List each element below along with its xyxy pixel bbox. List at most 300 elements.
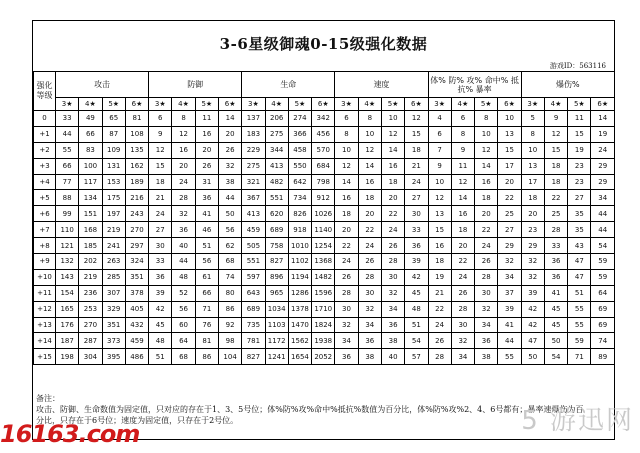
table-row	[34, 222, 615, 238]
value-cell: 18	[544, 174, 567, 190]
value-cell: 83	[79, 142, 102, 158]
value-cell: 1034	[265, 301, 288, 317]
value-cell: 100	[79, 158, 102, 174]
value-cell: 1140	[312, 222, 335, 238]
value-cell: 198	[56, 349, 79, 365]
value-cell: 274	[288, 111, 311, 127]
value-cell: 135	[125, 142, 148, 158]
value-cell: 11	[568, 111, 591, 127]
value-cell: 21	[428, 285, 451, 301]
value-cell: 13	[521, 158, 544, 174]
value-cell: 18	[428, 254, 451, 270]
value-cell: 117	[79, 174, 102, 190]
sheet-title: 3-6星级御魂0-15级强化数据	[219, 35, 428, 53]
value-cell: 12	[544, 126, 567, 142]
value-cell: 8	[521, 126, 544, 142]
value-cell: 24	[451, 269, 474, 285]
value-cell: 81	[195, 333, 218, 349]
value-cell: 28	[475, 269, 498, 285]
level-cell: +14	[34, 333, 56, 349]
star-header: 3★	[521, 98, 544, 111]
group-attack: 攻击	[56, 72, 149, 98]
value-cell: 17	[521, 174, 544, 190]
value-cell: 92	[218, 317, 241, 333]
value-cell: 42	[521, 317, 544, 333]
value-cell: 15	[498, 142, 521, 158]
value-cell: 44	[498, 333, 521, 349]
value-cell: 26	[218, 142, 241, 158]
value-cell: 61	[195, 269, 218, 285]
value-cell: 14	[475, 158, 498, 174]
value-cell: 74	[218, 269, 241, 285]
value-cell: 35	[568, 222, 591, 238]
value-cell: 51	[568, 285, 591, 301]
value-cell: 9	[428, 158, 451, 174]
notes-line-2: 分比，只存在于6号位；速度为固定值，只存在于2号位。	[36, 416, 239, 425]
value-cell: 459	[242, 222, 265, 238]
value-cell: 1194	[288, 269, 311, 285]
value-cell: 1172	[265, 333, 288, 349]
value-cell: 48	[172, 269, 195, 285]
value-cell: 23	[568, 158, 591, 174]
value-cell: 918	[288, 222, 311, 238]
level-cell: +11	[34, 285, 56, 301]
value-cell: 52	[172, 285, 195, 301]
star-header: 6★	[312, 98, 335, 111]
value-cell: 51	[405, 317, 428, 333]
value-cell: 18	[451, 222, 474, 238]
value-cell: 1710	[312, 301, 335, 317]
value-cell: 1824	[312, 317, 335, 333]
watermark-16163: 16163.com	[0, 420, 140, 448]
value-cell: 643	[242, 285, 265, 301]
data-sheet	[32, 20, 615, 440]
value-cell: 44	[591, 222, 615, 238]
value-cell: 14	[591, 111, 615, 127]
value-cell: 33	[544, 238, 567, 254]
value-cell: 2052	[312, 349, 335, 365]
value-cell: 550	[288, 158, 311, 174]
value-cell: 34	[475, 317, 498, 333]
value-cell: 20	[451, 238, 474, 254]
value-cell: 781	[242, 333, 265, 349]
value-cell: 38	[381, 333, 404, 349]
value-cell: 64	[591, 285, 615, 301]
value-cell: 18	[475, 190, 498, 206]
level-cell: +9	[34, 254, 56, 270]
value-cell: 10	[498, 111, 521, 127]
value-cell: 38	[218, 174, 241, 190]
value-cell: 54	[591, 238, 615, 254]
value-cell: 108	[125, 126, 148, 142]
star-header: 5★	[288, 98, 311, 111]
value-cell: 69	[591, 301, 615, 317]
level-cell: +3	[34, 158, 56, 174]
value-cell: 74	[591, 333, 615, 349]
value-cell: 965	[265, 285, 288, 301]
value-cell: 243	[125, 206, 148, 222]
value-cell: 432	[125, 317, 148, 333]
value-cell: 121	[56, 238, 79, 254]
value-cell: 378	[125, 285, 148, 301]
value-cell: 42	[149, 301, 172, 317]
value-cell: 16	[475, 174, 498, 190]
table-row	[34, 285, 615, 301]
value-cell: 18	[521, 190, 544, 206]
table-row	[34, 142, 615, 158]
notes-line-1: 攻击、防御、生命数值为固定值，只对应的存在于1、3、5号位；体%防%攻%命中%抵抗%数值为百分比，体%防%攻%2、4、6号都有；暴率速爆伤为百	[36, 405, 584, 414]
value-cell: 35	[568, 206, 591, 222]
level-cell: +12	[34, 301, 56, 317]
value-cell: 46	[195, 222, 218, 238]
value-cell: 59	[591, 269, 615, 285]
value-cell: 6	[428, 126, 451, 142]
table-row	[34, 349, 615, 365]
value-cell: 32	[498, 254, 521, 270]
value-cell: 1102	[288, 254, 311, 270]
level-cell: +7	[34, 222, 56, 238]
value-cell: 65	[102, 111, 125, 127]
table-body	[34, 111, 615, 365]
value-cell: 48	[149, 333, 172, 349]
star-header: 6★	[125, 98, 148, 111]
value-cell: 22	[381, 206, 404, 222]
value-cell: 27	[568, 190, 591, 206]
value-cell: 486	[125, 349, 148, 365]
value-cell: 26	[195, 158, 218, 174]
watermark-youxun: 5 游迅网	[521, 406, 634, 436]
value-cell: 304	[79, 349, 102, 365]
value-cell: 104	[218, 349, 241, 365]
value-cell: 324	[125, 254, 148, 270]
value-cell: 27	[405, 190, 428, 206]
value-cell: 32	[335, 317, 358, 333]
group-header-row	[34, 72, 615, 98]
value-cell: 26	[475, 254, 498, 270]
star-header: 3★	[335, 98, 358, 111]
value-cell: 32	[521, 254, 544, 270]
value-cell: 689	[265, 222, 288, 238]
value-cell: 24	[405, 174, 428, 190]
value-cell: 6	[149, 111, 172, 127]
value-cell: 87	[102, 126, 125, 142]
value-cell: 24	[335, 254, 358, 270]
value-cell: 28	[451, 301, 474, 317]
value-cell: 827	[265, 254, 288, 270]
value-cell: 89	[591, 349, 615, 365]
value-cell: 36	[381, 317, 404, 333]
value-cell: 20	[218, 126, 241, 142]
value-cell: 18	[544, 158, 567, 174]
value-cell: 16	[381, 158, 404, 174]
value-cell: 11	[451, 158, 474, 174]
value-cell: 14	[335, 174, 358, 190]
value-cell: 405	[125, 301, 148, 317]
value-cell: 24	[475, 238, 498, 254]
level-cell: +5	[34, 190, 56, 206]
table-row	[34, 190, 615, 206]
table-row	[34, 206, 615, 222]
value-cell: 5	[521, 111, 544, 127]
value-cell: 9	[544, 111, 567, 127]
value-cell: 76	[195, 317, 218, 333]
value-cell: 47	[568, 254, 591, 270]
value-cell: 39	[149, 285, 172, 301]
value-cell: 43	[568, 238, 591, 254]
value-cell: 16	[451, 206, 474, 222]
star-header: 6★	[405, 98, 428, 111]
value-cell: 1103	[265, 317, 288, 333]
value-cell: 12	[335, 158, 358, 174]
star-header-row	[34, 98, 615, 111]
value-cell: 29	[521, 238, 544, 254]
value-cell: 77	[56, 174, 79, 190]
table-row	[34, 254, 615, 270]
value-cell: 1254	[312, 238, 335, 254]
star-header: 5★	[381, 98, 404, 111]
value-cell: 23	[568, 174, 591, 190]
value-cell: 13	[498, 126, 521, 142]
value-cell: 26	[381, 238, 404, 254]
value-cell: 25	[544, 206, 567, 222]
value-cell: 30	[358, 285, 381, 301]
value-cell: 366	[288, 126, 311, 142]
value-cell: 98	[218, 333, 241, 349]
value-cell: 14	[218, 111, 241, 127]
value-cell: 24	[428, 317, 451, 333]
value-cell: 32	[381, 285, 404, 301]
value-cell: 33	[56, 111, 79, 127]
value-cell: 827	[242, 349, 265, 365]
value-cell: 1378	[288, 301, 311, 317]
value-cell: 287	[79, 333, 102, 349]
value-cell: 459	[125, 333, 148, 349]
value-cell: 15	[428, 222, 451, 238]
group-defense: 防御	[149, 72, 242, 98]
value-cell: 34	[451, 349, 474, 365]
value-cell: 270	[125, 222, 148, 238]
value-cell: 51	[149, 349, 172, 365]
value-cell: 16	[335, 190, 358, 206]
value-cell: 16	[195, 126, 218, 142]
value-cell: 551	[242, 254, 265, 270]
value-cell: 176	[56, 317, 79, 333]
value-cell: 413	[265, 158, 288, 174]
value-cell: 20	[475, 206, 498, 222]
value-cell: 734	[288, 190, 311, 206]
value-cell: 197	[102, 206, 125, 222]
value-cell: 24	[591, 142, 615, 158]
value-cell: 1596	[312, 285, 335, 301]
value-cell: 68	[172, 349, 195, 365]
value-cell: 14	[381, 142, 404, 158]
value-cell: 162	[125, 158, 148, 174]
level-cell: +13	[34, 317, 56, 333]
value-cell: 36	[544, 254, 567, 270]
value-cell: 50	[544, 333, 567, 349]
value-cell: 39	[405, 254, 428, 270]
value-cell: 456	[312, 126, 335, 142]
value-cell: 165	[56, 301, 79, 317]
value-cell: 34	[358, 317, 381, 333]
value-cell: 59	[591, 254, 615, 270]
value-cell: 12	[172, 126, 195, 142]
value-cell: 16	[428, 238, 451, 254]
value-cell: 168	[79, 222, 102, 238]
table-row	[34, 269, 615, 285]
value-cell: 44	[218, 190, 241, 206]
value-cell: 10	[475, 126, 498, 142]
star-header: 4★	[451, 98, 474, 111]
value-cell: 34	[381, 301, 404, 317]
value-cell: 10	[521, 142, 544, 158]
value-cell: 32	[172, 206, 195, 222]
star-header: 5★	[195, 98, 218, 111]
value-cell: 1241	[265, 349, 288, 365]
value-cell: 154	[56, 285, 79, 301]
value-cell: 60	[172, 317, 195, 333]
value-cell: 64	[172, 333, 195, 349]
value-cell: 18	[335, 206, 358, 222]
value-cell: 38	[475, 349, 498, 365]
value-cell: 20	[358, 206, 381, 222]
value-cell: 275	[242, 158, 265, 174]
value-cell: 28	[381, 254, 404, 270]
value-cell: 19	[428, 269, 451, 285]
value-cell: 45	[544, 317, 567, 333]
value-cell: 54	[405, 333, 428, 349]
value-cell: 26	[358, 254, 381, 270]
value-cell: 48	[405, 301, 428, 317]
value-cell: 31	[195, 174, 218, 190]
value-cell: 798	[312, 174, 335, 190]
value-cell: 202	[79, 254, 102, 270]
value-cell: 551	[265, 190, 288, 206]
value-cell: 342	[312, 111, 335, 127]
value-cell: 28	[335, 285, 358, 301]
table-row	[34, 317, 615, 333]
value-cell: 735	[242, 317, 265, 333]
value-cell: 39	[521, 285, 544, 301]
value-cell: 6	[335, 111, 358, 127]
value-cell: 1010	[288, 238, 311, 254]
value-cell: 12	[149, 142, 172, 158]
value-cell: 18	[381, 174, 404, 190]
value-cell: 183	[242, 126, 265, 142]
value-cell: 30	[475, 285, 498, 301]
value-cell: 15	[149, 158, 172, 174]
value-cell: 22	[428, 301, 451, 317]
value-cell: 11	[195, 111, 218, 127]
value-cell: 27	[149, 222, 172, 238]
value-cell: 275	[265, 126, 288, 142]
level-cell: +8	[34, 238, 56, 254]
value-cell: 8	[358, 111, 381, 127]
value-cell: 18	[358, 190, 381, 206]
star-header: 6★	[591, 98, 615, 111]
value-cell: 80	[218, 285, 241, 301]
value-cell: 1286	[288, 285, 311, 301]
value-cell: 59	[568, 333, 591, 349]
value-cell: 12	[358, 142, 381, 158]
value-cell: 270	[79, 317, 102, 333]
value-cell: 26	[428, 333, 451, 349]
value-cell: 30	[149, 238, 172, 254]
value-cell: 40	[381, 349, 404, 365]
value-cell: 44	[172, 254, 195, 270]
table-row	[34, 238, 615, 254]
value-cell: 42	[521, 301, 544, 317]
value-cell: 29	[591, 158, 615, 174]
group-hp: 生命	[242, 72, 335, 98]
star-header: 5★	[475, 98, 498, 111]
value-cell: 49	[79, 111, 102, 127]
value-cell: 86	[218, 301, 241, 317]
value-cell: 14	[358, 158, 381, 174]
value-cell: 253	[79, 301, 102, 317]
star-header: 4★	[544, 98, 567, 111]
value-cell: 4	[428, 111, 451, 127]
value-cell: 14	[451, 190, 474, 206]
value-cell: 36	[195, 190, 218, 206]
value-cell: 1482	[312, 269, 335, 285]
value-cell: 29	[591, 174, 615, 190]
value-cell: 40	[172, 238, 195, 254]
value-cell: 7	[428, 142, 451, 158]
value-cell: 45	[405, 285, 428, 301]
value-cell: 597	[242, 269, 265, 285]
value-cell: 62	[218, 238, 241, 254]
value-cell: 32	[358, 301, 381, 317]
table-row	[34, 126, 615, 142]
value-cell: 189	[125, 174, 148, 190]
value-cell: 143	[56, 269, 79, 285]
value-cell: 229	[242, 142, 265, 158]
value-cell: 28	[172, 190, 195, 206]
value-cell: 32	[218, 158, 241, 174]
value-cell: 81	[125, 111, 148, 127]
value-cell: 758	[265, 238, 288, 254]
table-row	[34, 158, 615, 174]
value-cell: 57	[405, 349, 428, 365]
value-cell: 44	[591, 206, 615, 222]
game-id: 游戏ID：563116	[549, 62, 606, 70]
value-cell: 12	[451, 174, 474, 190]
value-cell: 642	[288, 174, 311, 190]
value-cell: 6	[451, 111, 474, 127]
value-cell: 34	[335, 333, 358, 349]
value-cell: 71	[568, 349, 591, 365]
value-cell: 99	[56, 206, 79, 222]
value-cell: 66	[79, 126, 102, 142]
value-cell: 56	[218, 222, 241, 238]
value-cell: 55	[568, 301, 591, 317]
value-cell: 20	[172, 158, 195, 174]
value-cell: 8	[335, 126, 358, 142]
value-cell: 1654	[288, 349, 311, 365]
level-cell: +4	[34, 174, 56, 190]
value-cell: 1368	[312, 254, 335, 270]
value-cell: 66	[195, 285, 218, 301]
group-crit-damage: 爆伤%	[521, 72, 614, 98]
value-cell: 307	[102, 285, 125, 301]
value-cell: 1026	[312, 206, 335, 222]
value-cell: 10	[381, 111, 404, 127]
value-cell: 56	[172, 301, 195, 317]
level-cell: +6	[34, 206, 56, 222]
value-cell: 15	[405, 126, 428, 142]
value-cell: 10	[335, 142, 358, 158]
